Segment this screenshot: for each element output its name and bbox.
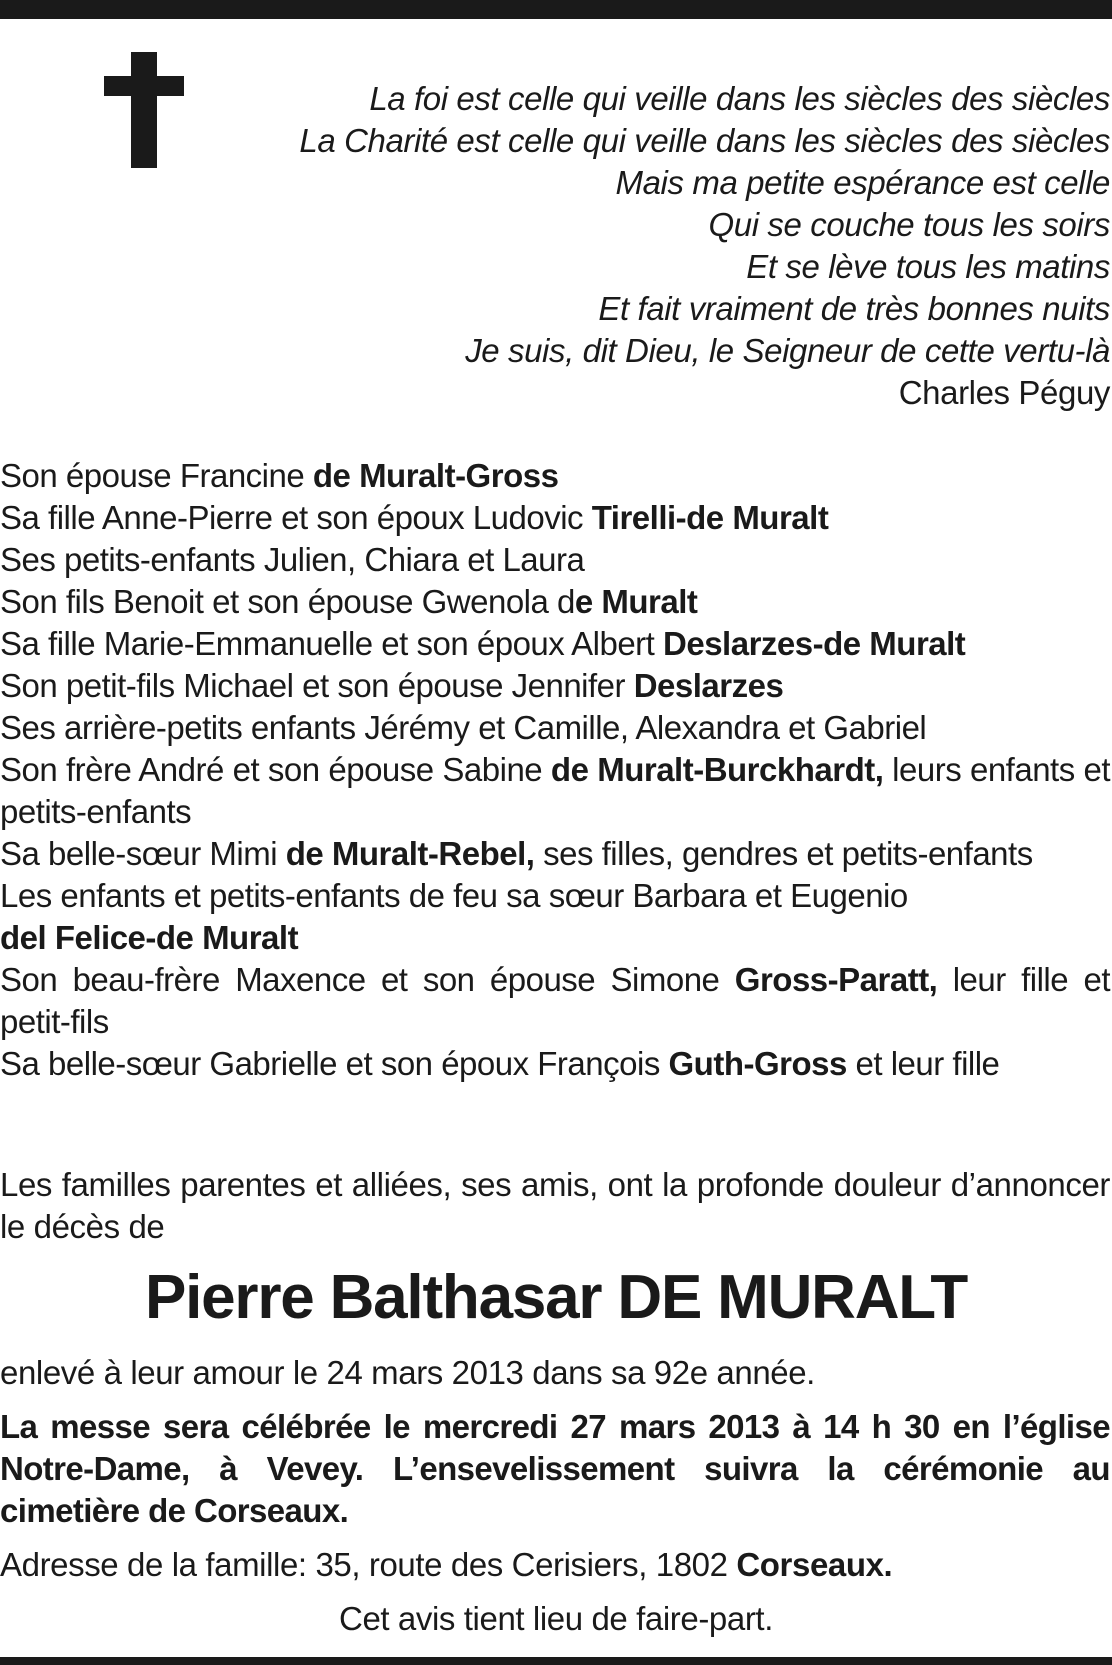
poem-line: Qui se couche tous les soirs: [708, 206, 1110, 243]
family-line: Son frère André et son épouse Sabine de Muralt-Burckhardt, leurs enfants et petits-enfants: [0, 751, 1111, 830]
poem: [110, 78, 1110, 414]
removed-text: enlevé à leur amour le 24 mars 2013 dans sa 92e année.: [0, 1354, 815, 1391]
family-line: Sa belle-sœur Gabrielle et son époux François Guth-Gross et leur fille: [0, 1045, 1000, 1082]
mass-text: La messe sera célébrée le mercredi 27 mars 2013 à 14 h 30 en l’église Notre-Dame, à Vevey. L’ensevelissement suivra la cérémonie au cimetière de Corseaux.: [0, 1408, 1110, 1529]
family-line: Sa fille Marie-Emmanuelle et son époux Albert Deslarzes-de Muralt: [0, 625, 966, 662]
notice-text: Cet avis tient lieu de faire-part.: [339, 1600, 773, 1637]
poem-line: Mais ma petite espérance est celle: [615, 164, 1110, 201]
family-line: Son épouse Francine de Muralt-Gross: [0, 457, 559, 494]
family-line: Ses arrière-petits enfants Jérémy et Camille, Alexandra et Gabriel: [0, 709, 927, 746]
announcement: Les familles parentes et alliées, ses amis, ont la profonde douleur d’annoncer le décès de: [0, 1166, 1110, 1245]
family-line: Sa belle-sœur Mimi de Muralt-Rebel, ses filles, gendres et petits-enfants: [0, 835, 1033, 872]
family-line: Son fils Benoit et son épouse Gwenola de Muralt: [0, 583, 698, 620]
family-line: Ses petits-enfants Julien, Chiara et Laura: [0, 541, 585, 578]
family-list: [0, 455, 1110, 1085]
poem-line: Et se lève tous les matins: [746, 248, 1110, 285]
family-line: Son beau-frère Maxence et son épouse Simone Gross-Paratt, leur fille et petit-fils: [0, 961, 1111, 1040]
deceased-name: Pierre Balthasar DE MURALT: [144, 1263, 968, 1332]
poem-author: Charles Péguy: [898, 374, 1110, 411]
poem-line: Et fait vraiment de très bonnes nuits: [598, 290, 1110, 327]
poem-line: Je suis, dit Dieu, le Seigneur de cette vertu-là: [465, 332, 1110, 369]
family-address: Adresse de la famille: 35, route des Cerisiers, 1802 Corseaux.: [0, 1546, 893, 1583]
poem-line: La Charité est celle qui veille dans les siècles des siècles: [299, 122, 1110, 159]
family-line: Son petit-fils Michael et son épouse Jennifer Deslarzes: [0, 667, 784, 704]
bottom-rule: [0, 1657, 1112, 1665]
family-line: Les enfants et petits-enfants de feu sa sœur Barbara et Eugenio: [0, 877, 908, 914]
family-line: del Felice-de Muralt: [0, 919, 299, 956]
poem-line: La foi est celle qui veille dans les siècles des siècles: [369, 80, 1110, 117]
family-line: Sa fille Anne-Pierre et son époux Ludovic Tirelli-de Muralt: [0, 499, 829, 536]
top-rule: [0, 0, 1112, 19]
